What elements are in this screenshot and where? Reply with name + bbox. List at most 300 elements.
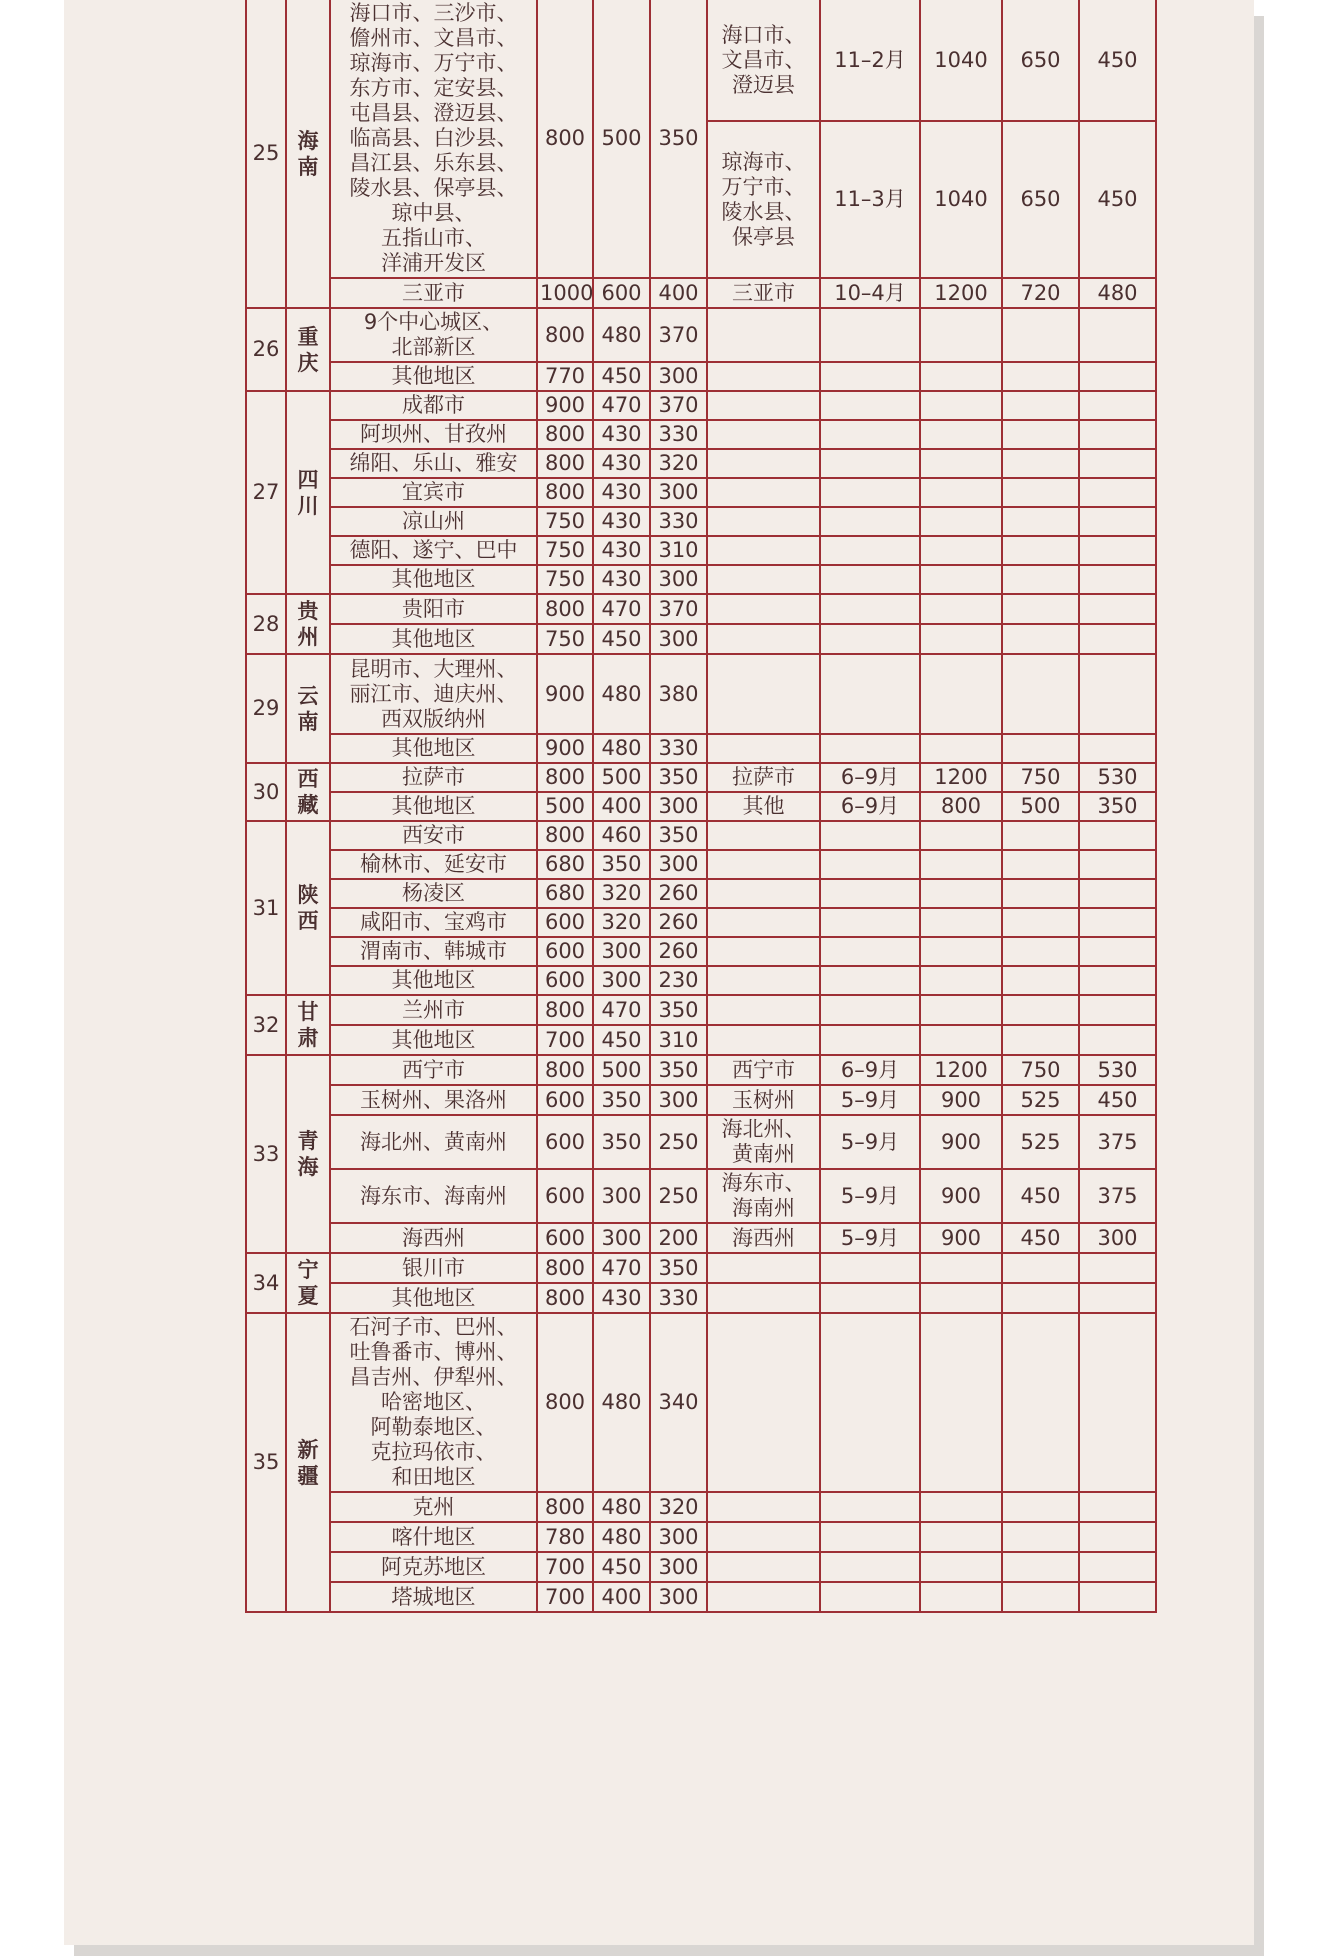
table-cell: 600 (537, 937, 593, 966)
table-cell (707, 391, 820, 420)
province-name: 青 海 (286, 1055, 330, 1253)
table-cell: 琼海市、 万宁市、 陵水县、 保亭县 (707, 121, 820, 278)
table-cell: 430 (593, 478, 650, 507)
table-cell (1002, 937, 1079, 966)
table-cell: 330 (650, 420, 707, 449)
province-name: 贵 州 (286, 594, 330, 654)
table-cell: 凉山州 (330, 507, 537, 536)
table-cell: 800 (537, 995, 593, 1025)
table-cell: 其他地区 (330, 792, 537, 821)
table-row (246, 1552, 1156, 1582)
table-cell: 770 (537, 362, 593, 391)
table-row (246, 0, 1156, 121)
table-cell: 750 (1002, 763, 1079, 792)
table-cell (707, 478, 820, 507)
table-cell: 320 (650, 1492, 707, 1522)
table-cell: 480 (593, 1522, 650, 1552)
table-row (246, 654, 1156, 734)
table-cell: 900 (920, 1085, 1002, 1115)
table-cell (1079, 391, 1156, 420)
table-cell: 500 (1002, 792, 1079, 821)
table-cell: 450 (593, 1025, 650, 1055)
row-number: 32 (246, 995, 286, 1055)
table-cell: 350 (650, 821, 707, 850)
row-number: 35 (246, 1313, 286, 1612)
table-cell: 480 (593, 734, 650, 763)
table-cell: 三亚市 (330, 278, 537, 308)
table-cell (1079, 734, 1156, 763)
table-cell: 600 (537, 1223, 593, 1253)
table-cell: 450 (593, 362, 650, 391)
table-cell (820, 1582, 920, 1612)
table-cell (1079, 536, 1156, 565)
table-cell (920, 966, 1002, 995)
table-cell: 300 (593, 1169, 650, 1223)
table-cell: 350 (650, 1055, 707, 1085)
table-row (246, 1582, 1156, 1612)
table-cell (707, 565, 820, 594)
table-cell (707, 850, 820, 879)
table-cell (707, 1283, 820, 1313)
table-cell: 其他地区 (330, 362, 537, 391)
table-cell: 300 (650, 850, 707, 879)
row-number: 26 (246, 308, 286, 391)
table-cell (1079, 449, 1156, 478)
table-cell: 800 (537, 763, 593, 792)
table-cell (820, 1313, 920, 1492)
table-cell: 榆林市、延安市 (330, 850, 537, 879)
table-cell (1002, 821, 1079, 850)
table-cell (707, 966, 820, 995)
table-cell (920, 565, 1002, 594)
table-cell: 800 (537, 1283, 593, 1313)
province-name: 重 庆 (286, 308, 330, 391)
table-cell: 300 (650, 1085, 707, 1115)
table-cell: 其他地区 (330, 565, 537, 594)
table-cell: 克州 (330, 1492, 537, 1522)
table-cell: 600 (537, 1169, 593, 1223)
table-cell: 600 (537, 1085, 593, 1115)
table-cell: 600 (537, 966, 593, 995)
table-cell (1079, 1025, 1156, 1055)
table-cell: 900 (920, 1223, 1002, 1253)
table-row (246, 1522, 1156, 1552)
table-cell (920, 1522, 1002, 1552)
table-cell: 阿克苏地区 (330, 1552, 537, 1582)
table-cell: 430 (593, 1283, 650, 1313)
table-cell: 喀什地区 (330, 1522, 537, 1552)
table-cell: 800 (537, 1492, 593, 1522)
table-cell (1002, 879, 1079, 908)
table-cell: 450 (1079, 0, 1156, 121)
table-cell: 330 (650, 734, 707, 763)
table-cell (820, 420, 920, 449)
table-cell: 1000 (537, 278, 593, 308)
table-cell: 1040 (920, 121, 1002, 278)
table-cell: 贵阳市 (330, 594, 537, 624)
table-cell (1079, 995, 1156, 1025)
table-cell: 300 (650, 1552, 707, 1582)
table-cell: 其他地区 (330, 624, 537, 654)
table-cell (920, 1025, 1002, 1055)
table-cell: 350 (593, 1085, 650, 1115)
table-cell: 10–4月 (820, 278, 920, 308)
table-cell: 350 (593, 850, 650, 879)
row-number: 30 (246, 763, 286, 821)
table-cell (1002, 1283, 1079, 1313)
table-cell: 375 (1079, 1115, 1156, 1169)
table-cell (1002, 449, 1079, 478)
table-cell (820, 908, 920, 937)
table-cell (1079, 821, 1156, 850)
table-cell: 650 (1002, 0, 1079, 121)
table-cell: 300 (650, 565, 707, 594)
table-cell: 800 (537, 420, 593, 449)
table-cell: 480 (593, 308, 650, 362)
table-cell: 800 (537, 0, 593, 278)
table-row (246, 821, 1156, 850)
table-cell: 470 (593, 995, 650, 1025)
table-cell: 260 (650, 937, 707, 966)
table-cell (707, 308, 820, 362)
table-cell: 宜宾市 (330, 478, 537, 507)
table-cell (1002, 995, 1079, 1025)
table-cell: 500 (537, 792, 593, 821)
table-cell: 玉树州、果洛州 (330, 1085, 537, 1115)
table-row (246, 792, 1156, 821)
table-cell: 11–2月 (820, 0, 920, 121)
table-cell: 500 (593, 763, 650, 792)
table-cell: 300 (593, 1223, 650, 1253)
table-cell: 370 (650, 391, 707, 420)
row-number: 29 (246, 654, 286, 763)
table-cell: 530 (1079, 1055, 1156, 1085)
table-row (246, 966, 1156, 995)
table-cell (707, 594, 820, 624)
table-cell: 700 (537, 1025, 593, 1055)
table-cell: 450 (1002, 1169, 1079, 1223)
table-cell (820, 879, 920, 908)
table-cell: 330 (650, 507, 707, 536)
row-number: 27 (246, 391, 286, 594)
table-row (246, 1313, 1156, 1492)
table-cell: 海东市、海南州 (330, 1169, 537, 1223)
table-cell: 430 (593, 507, 650, 536)
table-cell (920, 391, 1002, 420)
table-cell: 咸阳市、宝鸡市 (330, 908, 537, 937)
table-cell: 成都市 (330, 391, 537, 420)
table-cell: 其他地区 (330, 1283, 537, 1313)
table-cell: 350 (650, 1253, 707, 1283)
table-cell: 480 (593, 654, 650, 734)
table-cell: 拉萨市 (330, 763, 537, 792)
table-cell (1079, 308, 1156, 362)
table-cell (920, 734, 1002, 763)
table-cell: 绵阳、乐山、雅安 (330, 449, 537, 478)
table-cell: 500 (593, 0, 650, 278)
table-row (246, 536, 1156, 565)
table-cell: 6–9月 (820, 763, 920, 792)
table-cell: 450 (1079, 1085, 1156, 1115)
table-cell (920, 654, 1002, 734)
table-cell (707, 1313, 820, 1492)
table-row (246, 308, 1156, 362)
table-cell: 800 (537, 594, 593, 624)
table-cell (707, 1492, 820, 1522)
table-cell: 其他地区 (330, 734, 537, 763)
allowance-standards-table (245, 0, 1157, 1613)
table-cell (920, 536, 1002, 565)
table-cell (1002, 1552, 1079, 1582)
table-cell (707, 937, 820, 966)
table-cell: 6–9月 (820, 1055, 920, 1085)
table-cell (707, 420, 820, 449)
table-cell: 银川市 (330, 1253, 537, 1283)
table-cell: 300 (650, 362, 707, 391)
table-cell: 6–9月 (820, 792, 920, 821)
table-cell: 海口市、三沙市、 儋州市、文昌市、 琼海市、万宁市、 东方市、定安县、 屯昌县、澄迈县、 临高县、白沙县、 昌江县、乐东县、 陵水县、保亭县、 琼中县、 五指山市、 洋浦开发区 (330, 0, 537, 278)
table-cell (1079, 565, 1156, 594)
table-cell (1079, 1522, 1156, 1552)
table-cell (920, 362, 1002, 391)
table-row (246, 420, 1156, 449)
table-cell (707, 879, 820, 908)
table-cell (920, 995, 1002, 1025)
table-cell (1002, 565, 1079, 594)
table-row (246, 1283, 1156, 1313)
table-cell: 460 (593, 821, 650, 850)
table-cell: 600 (537, 908, 593, 937)
table-cell: 300 (650, 792, 707, 821)
table-cell (820, 1552, 920, 1582)
table-cell (707, 362, 820, 391)
table-cell (1079, 507, 1156, 536)
table-cell (1079, 1552, 1156, 1582)
table-cell: 750 (537, 565, 593, 594)
table-cell (920, 821, 1002, 850)
table-cell (820, 850, 920, 879)
table-cell: 450 (593, 1552, 650, 1582)
table-cell: 260 (650, 879, 707, 908)
table-cell (820, 624, 920, 654)
table-cell: 石河子市、巴州、 吐鲁番市、博州、 昌吉州、伊犁州、 哈密地区、 阿勒泰地区、 克拉玛依市、 和田地区 (330, 1313, 537, 1492)
table-cell: 900 (920, 1169, 1002, 1223)
table-cell: 320 (593, 908, 650, 937)
province-name: 宁 夏 (286, 1253, 330, 1313)
table-cell (1002, 1522, 1079, 1552)
table-cell: 300 (650, 624, 707, 654)
table-cell: 兰州市 (330, 995, 537, 1025)
table-cell: 400 (650, 278, 707, 308)
table-cell: 拉萨市 (707, 763, 820, 792)
table-cell: 800 (537, 478, 593, 507)
table-cell: 300 (650, 1582, 707, 1612)
table-cell: 780 (537, 1522, 593, 1552)
table-cell: 700 (537, 1552, 593, 1582)
table-cell (1002, 308, 1079, 362)
table-cell (920, 850, 1002, 879)
table-row (246, 1492, 1156, 1522)
province-name: 陕 西 (286, 821, 330, 995)
table-cell: 230 (650, 966, 707, 995)
table-cell (820, 308, 920, 362)
table-cell (920, 879, 1002, 908)
table-cell (1002, 1582, 1079, 1612)
table-cell (820, 966, 920, 995)
table-cell (707, 449, 820, 478)
table-cell: 300 (593, 966, 650, 995)
table-row (246, 1253, 1156, 1283)
table-cell (820, 1522, 920, 1552)
table-cell (920, 449, 1002, 478)
table-cell: 430 (593, 565, 650, 594)
table-cell (1002, 362, 1079, 391)
table-cell (820, 449, 920, 478)
table-cell: 750 (537, 624, 593, 654)
table-cell: 330 (650, 1283, 707, 1313)
table-cell: 其他 (707, 792, 820, 821)
table-cell (920, 478, 1002, 507)
table-cell: 900 (537, 391, 593, 420)
table-cell: 海西州 (330, 1223, 537, 1253)
table-cell (920, 308, 1002, 362)
table-cell (707, 1522, 820, 1552)
table-cell: 1200 (920, 763, 1002, 792)
table-cell (1079, 478, 1156, 507)
table-row (246, 278, 1156, 308)
table-cell: 三亚市 (707, 278, 820, 308)
table-row (246, 879, 1156, 908)
table-cell: 海北州、 黄南州 (707, 1115, 820, 1169)
table-cell (1079, 1253, 1156, 1283)
table-row (246, 507, 1156, 536)
table-cell (820, 937, 920, 966)
table-cell (1002, 654, 1079, 734)
table-cell: 渭南市、韩城市 (330, 937, 537, 966)
table-cell: 800 (920, 792, 1002, 821)
table-row (246, 995, 1156, 1025)
table-row (246, 478, 1156, 507)
table-row (246, 1085, 1156, 1115)
table-cell: 海北州、黄南州 (330, 1115, 537, 1169)
table-cell: 470 (593, 1253, 650, 1283)
table-cell: 680 (537, 879, 593, 908)
table-cell: 5–9月 (820, 1223, 920, 1253)
row-number: 28 (246, 594, 286, 654)
table-cell (820, 594, 920, 624)
row-number: 31 (246, 821, 286, 995)
table-cell (920, 507, 1002, 536)
table-cell (1079, 420, 1156, 449)
table-cell (1002, 391, 1079, 420)
table-cell: 750 (537, 507, 593, 536)
table-cell (1002, 420, 1079, 449)
table-cell (920, 1283, 1002, 1313)
row-number: 25 (246, 0, 286, 308)
table-cell (820, 507, 920, 536)
table-cell (820, 1283, 920, 1313)
table-cell: 350 (650, 995, 707, 1025)
table-cell: 310 (650, 1025, 707, 1055)
table-cell (1079, 1283, 1156, 1313)
table-cell (1002, 1492, 1079, 1522)
table-cell: 370 (650, 594, 707, 624)
table-cell (707, 734, 820, 763)
table-cell: 480 (593, 1313, 650, 1492)
table-cell (1079, 908, 1156, 937)
table-cell: 西宁市 (330, 1055, 537, 1085)
table-cell: 玉树州 (707, 1085, 820, 1115)
table-cell: 450 (593, 624, 650, 654)
table-cell (820, 1025, 920, 1055)
table-cell (1079, 937, 1156, 966)
table-row (246, 908, 1156, 937)
table-row (246, 362, 1156, 391)
province-name: 海 南 (286, 0, 330, 308)
table-cell: 480 (593, 1492, 650, 1522)
table-cell: 阿坝州、甘孜州 (330, 420, 537, 449)
table-cell (920, 1492, 1002, 1522)
table-cell (707, 1253, 820, 1283)
table-cell: 800 (537, 821, 593, 850)
table-cell (707, 995, 820, 1025)
table-cell (920, 624, 1002, 654)
table-cell: 320 (650, 449, 707, 478)
table-cell (920, 1582, 1002, 1612)
table-cell: 其他地区 (330, 1025, 537, 1055)
table-cell: 260 (650, 908, 707, 937)
table-cell: 西安市 (330, 821, 537, 850)
table-cell: 470 (593, 391, 650, 420)
table-cell: 900 (920, 1115, 1002, 1169)
table-cell (1002, 908, 1079, 937)
table-cell: 430 (593, 449, 650, 478)
table-cell: 300 (593, 937, 650, 966)
table-cell (820, 362, 920, 391)
table-cell: 9个中心城区、 北部新区 (330, 308, 537, 362)
table-row (246, 1025, 1156, 1055)
table-cell: 650 (1002, 121, 1079, 278)
table-cell (707, 821, 820, 850)
table-cell: 杨凌区 (330, 879, 537, 908)
table-cell (820, 995, 920, 1025)
table-cell: 430 (593, 536, 650, 565)
table-cell: 750 (537, 536, 593, 565)
table-cell: 海口市、 文昌市、 澄迈县 (707, 0, 820, 121)
table-cell: 340 (650, 1313, 707, 1492)
province-name: 云 南 (286, 654, 330, 763)
table-cell (707, 1552, 820, 1582)
table-cell: 900 (537, 654, 593, 734)
table-cell: 800 (537, 1313, 593, 1492)
table-row (246, 763, 1156, 792)
table-cell: 800 (537, 308, 593, 362)
table-cell: 5–9月 (820, 1085, 920, 1115)
table-cell (920, 1313, 1002, 1492)
table-cell (707, 654, 820, 734)
table-cell: 200 (650, 1223, 707, 1253)
table-cell: 300 (650, 478, 707, 507)
table-cell (1002, 507, 1079, 536)
table-cell: 500 (593, 1055, 650, 1085)
table-cell (1002, 966, 1079, 995)
table-cell (1079, 879, 1156, 908)
table-cell: 11–3月 (820, 121, 920, 278)
table-cell: 700 (537, 1582, 593, 1612)
table-cell (820, 478, 920, 507)
table-cell (1079, 966, 1156, 995)
table-cell: 600 (593, 278, 650, 308)
